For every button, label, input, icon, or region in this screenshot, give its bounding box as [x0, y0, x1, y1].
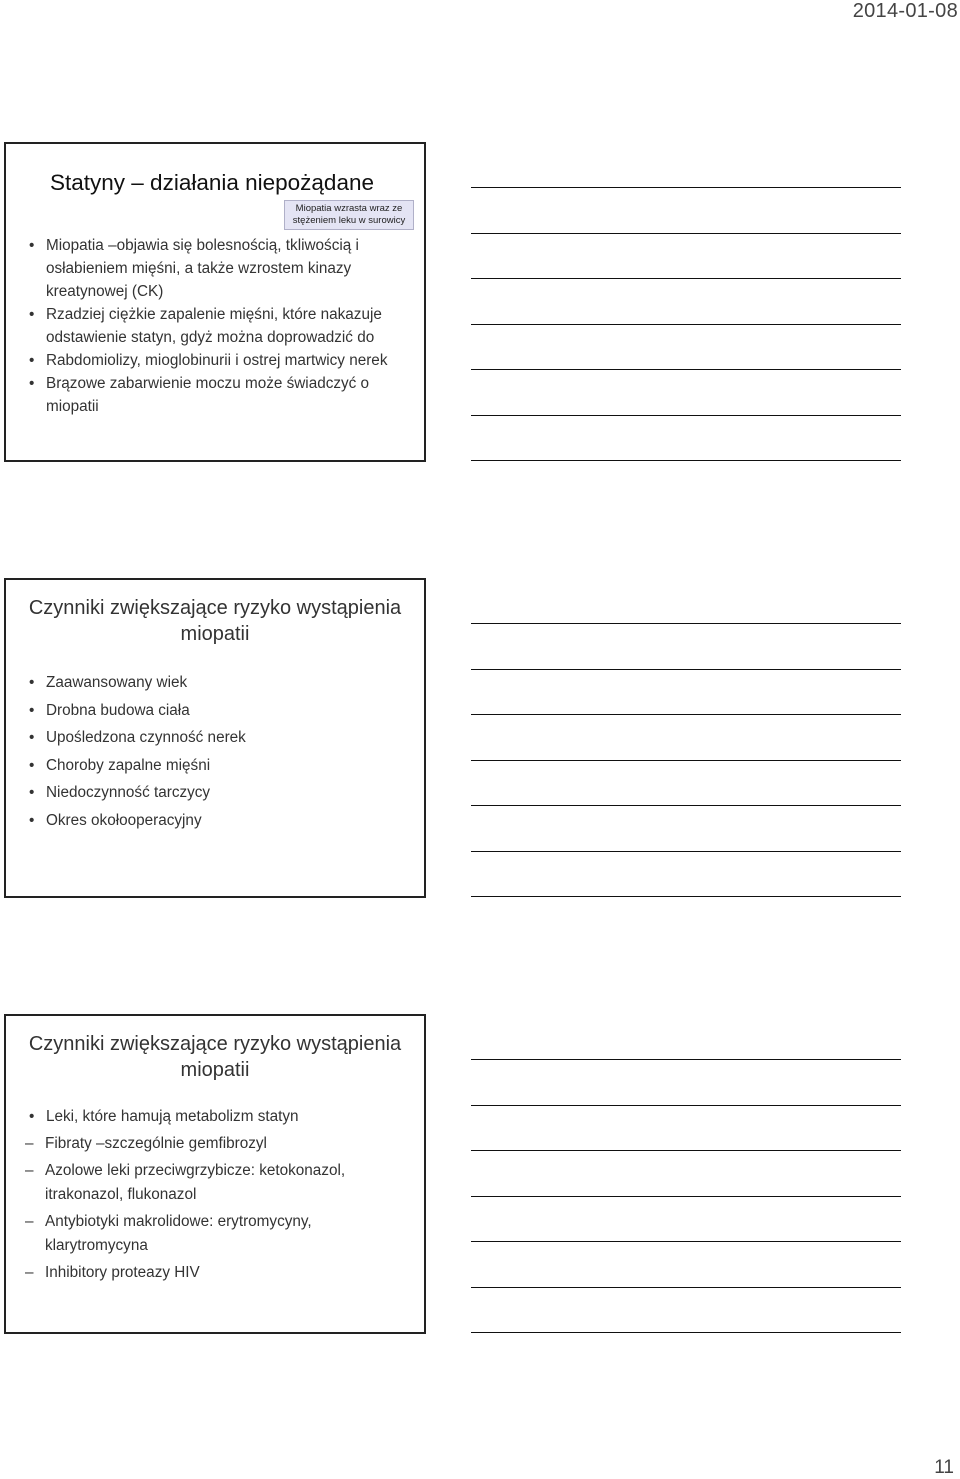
note-line [471, 1241, 901, 1242]
bullet-item: • Upośledzona czynność nerek [29, 724, 409, 752]
slide-2 [4, 578, 426, 898]
slide-title: Czynniki zwiększające ryzyko wystąpienia miopatii [28, 1033, 402, 1081]
callout-note: Miopatia wzrasta wraz ze stężeniem leku w surowicy [284, 200, 414, 230]
note-line [471, 460, 901, 461]
bullet-list [29, 669, 409, 834]
slide-1 [4, 142, 426, 462]
bullet-item: • Rzadziej ciężkie zapalenie mięśni, które nakazuje odstawienie statyn, gdyż można doprowadzić do [29, 303, 389, 349]
note-line [471, 760, 901, 761]
note-line [471, 1332, 901, 1333]
note-line [471, 278, 901, 279]
bullet-item: • Okres okołooperacyjny [29, 807, 409, 835]
note-line [471, 187, 901, 188]
bullet-item: • Brązowe zabarwienie moczu może świadczyć o miopatii [29, 372, 389, 418]
slide-title: Statyny – działania niepożądane [50, 170, 374, 195]
bullet-item: • Drobna budowa ciała [29, 697, 409, 725]
slide-title: Czynniki zwiększające ryzyko wystąpienia miopatii [28, 597, 402, 645]
slide-3 [4, 1014, 426, 1334]
sub-bullet-item: – Inhibitory proteazy HIV [25, 1261, 409, 1285]
sub-bullet-item: – Azolowe leki przeciwgrzybicze: ketokonazol, itrakonazol, flukonazol [25, 1159, 409, 1207]
note-line [471, 851, 901, 852]
note-line [471, 896, 901, 897]
bullet-item: • Miopatia –objawia się bolesnością, tkliwością i osłabieniem mięśni, a także wzrostem kinazy kreatynowej (CK) [29, 234, 389, 303]
note-line [471, 369, 901, 370]
note-line [471, 1287, 901, 1288]
bullet-item: • Zaawansowany wiek [29, 669, 409, 697]
note-line [471, 623, 901, 624]
note-line [471, 669, 901, 670]
sub-bullet-list [25, 1132, 409, 1285]
note-line [471, 233, 901, 234]
note-line [471, 1196, 901, 1197]
note-line [471, 805, 901, 806]
note-line [471, 1105, 901, 1106]
sub-bullet-item: – Fibraty –szczególnie gemfibrozyl [25, 1132, 409, 1156]
page-number: 11 [934, 1457, 954, 1478]
bullet-text: Leki, które hamują metabolizm statyn [46, 1108, 299, 1125]
sub-bullet-item: – Antybiotyki makrolidowe: erytromycyny, klarytromycyna [25, 1210, 409, 1258]
note-line [471, 1150, 901, 1151]
bullet-item: • Niedoczynność tarczycy [29, 779, 409, 807]
page-date: 2014-01-08 [852, 0, 958, 22]
bullet-list [29, 1105, 409, 1288]
note-line [471, 324, 901, 325]
bullet-item [29, 1105, 409, 1285]
note-line [471, 415, 901, 416]
bullet-list [29, 234, 389, 418]
note-line [471, 714, 901, 715]
bullet-item: • Rabdomiolizy, mioglobinurii i ostrej martwicy nerek [29, 349, 389, 372]
note-line [471, 1059, 901, 1060]
bullet-item: • Choroby zapalne mięśni [29, 752, 409, 780]
